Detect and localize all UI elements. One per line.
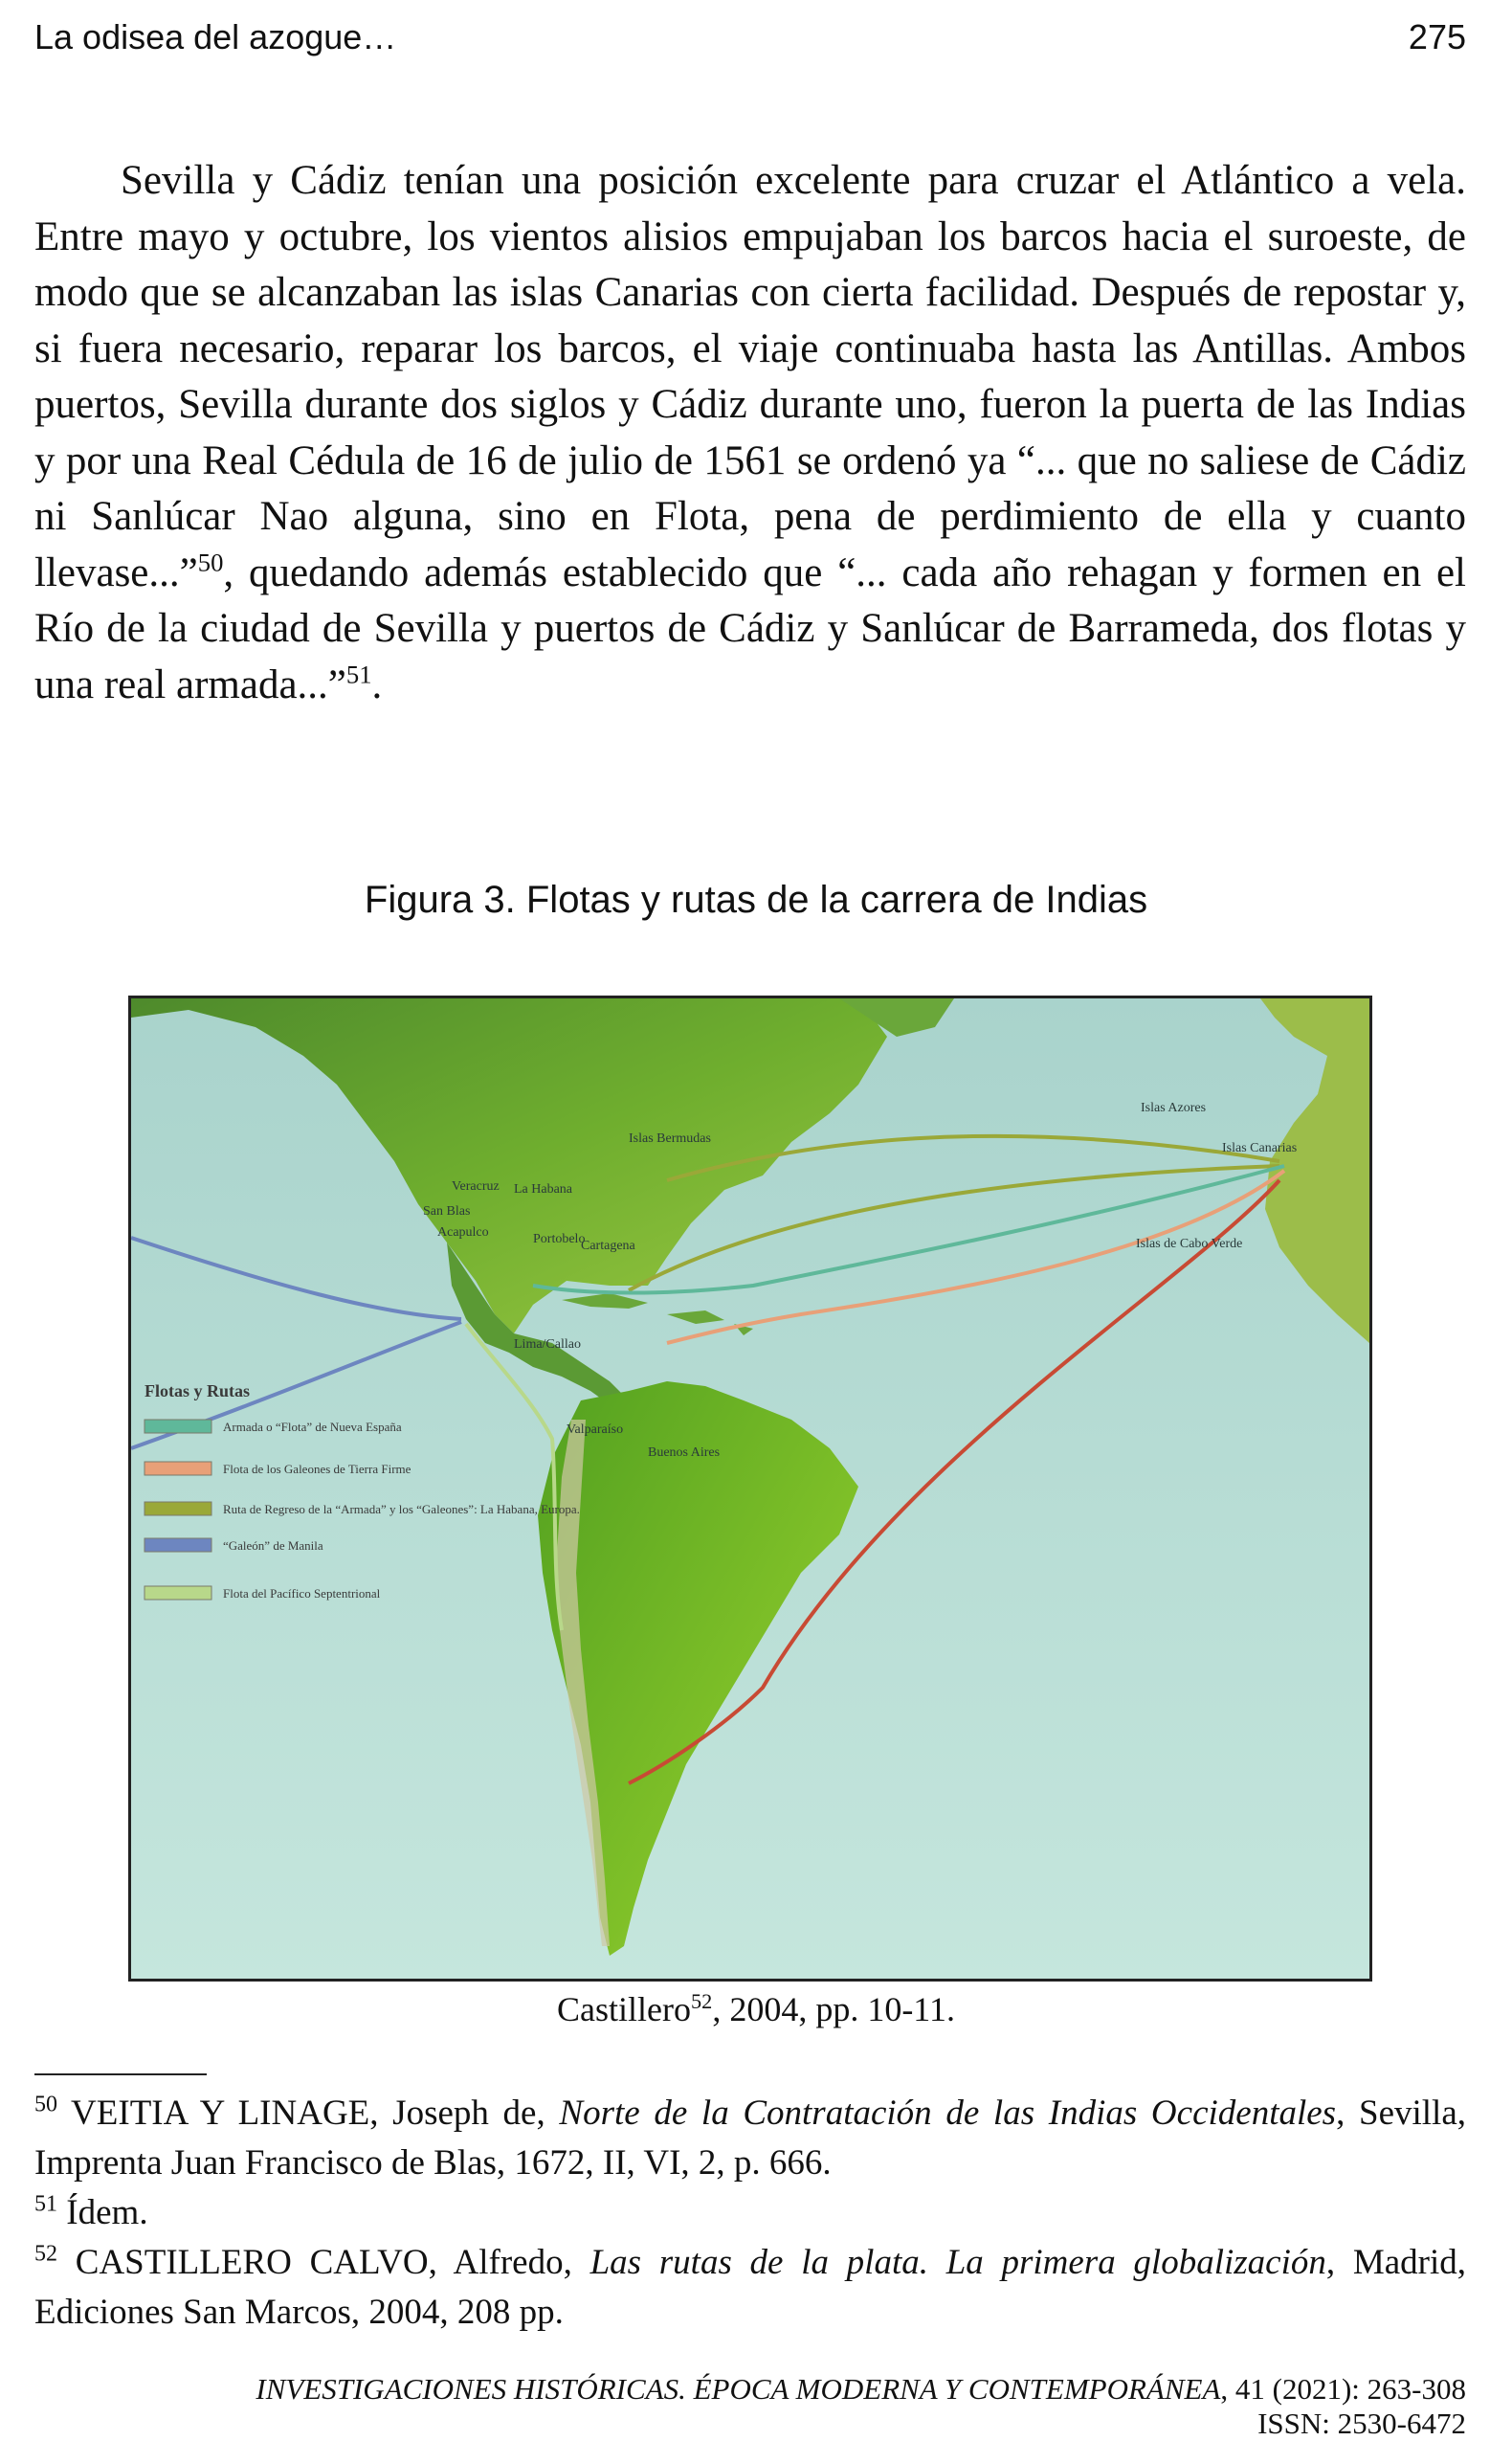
footnote-51	[34, 2188, 1466, 2238]
running-title: La odisea del azogue…	[34, 17, 397, 56]
label-la-habana: La Habana	[514, 1182, 573, 1197]
footnote-number: 51	[34, 2191, 58, 2217]
legend-label-galeones: Flota de los Galeones de Tierra Firme	[223, 1462, 411, 1476]
footnote-text-rest: , Madrid, Ediciones San Marcos, 2004, 208 pp.	[34, 2243, 1466, 2332]
footnote-ref-50[interactable]: 50	[197, 548, 224, 577]
footnote-divider	[34, 2073, 207, 2075]
legend-swatch-galeon-manila	[145, 1538, 211, 1552]
legend-swatch-galeones	[145, 1462, 211, 1475]
label-veracruz: Veracruz	[452, 1179, 500, 1194]
body-text-part-2: , quedando además establecido que “... cada año rehagan y formen en el Río de la ciudad de Sevilla y puertos de Cádiz y Sanlúcar de Barrameda, dos flotas y una real armada...”	[34, 549, 1466, 707]
footnote-italic-title: Norte de la Contratación de las Indias Occidentales	[559, 2094, 1337, 2133]
journal-citation	[256, 2372, 1466, 2407]
footnote-ref-51[interactable]: 51	[345, 660, 372, 689]
legend-label-flota-nueva-espana: Armada o “Flota” de Nueva España	[223, 1420, 402, 1434]
legend-label-regreso: Ruta de Regreso de la “Armada” y los “Galeones”: La Habana, Europa.	[223, 1502, 580, 1516]
journal-name: INVESTIGACIONES HISTÓRICAS. ÉPOCA MODERNA Y CONTEMPORÁNEA	[256, 2372, 1221, 2406]
body-text-part-3: .	[371, 661, 383, 707]
legend-label-galeon-manila: “Galeón” de Manila	[223, 1538, 323, 1553]
body-paragraph	[34, 153, 1466, 713]
footnote-text-rest: , Sevilla, Imprenta Juan Francisco de Blas, 1672, II, VI, 2, p. 666.	[34, 2094, 1466, 2183]
footnote-italic-title: Las rutas de la plata. La primera globalización	[589, 2243, 1326, 2282]
route-map-svg	[131, 998, 1369, 1979]
figure-source-rest: , 2004, pp. 10-11.	[712, 1990, 955, 2028]
footnote-number: 52	[34, 2241, 58, 2267]
label-cabo-verde: Islas de Cabo Verde	[1136, 1237, 1243, 1251]
route-map	[128, 996, 1372, 1982]
page-number: 275	[1408, 17, 1466, 56]
figure-source-author: Castillero	[557, 1990, 691, 2028]
footnote-number: 50	[34, 2092, 58, 2117]
label-buenos-aires: Buenos Aires	[648, 1445, 721, 1460]
footnotes	[34, 2089, 1466, 2338]
body-text-part-1: Sevilla y Cádiz tenían una posición excelente para cruzar el Atlántico a vela. Entre mayo y octubre, los vientos alisios empujaban los barcos hacia el suroeste, de modo que se alcanzaban las islas Canarias con cierta facilidad. Después de repostar y, si fuera necesario, reparar los barcos, el viaje continuaba hasta las Antillas. Ambos puertos, Sevilla durante dos siglos y Cádiz durante uno, fueron la puerta de las Indias y por una Real Cédula de 16 de julio de 1561 se ordenó ya “... que no saliese de Cádiz ni Sanlúcar Nao alguna, sino en Flota, pena de perdimiento de ella y cuanto llevase...”	[34, 158, 1466, 595]
issn: ISSN: 2530-6472	[1257, 2407, 1466, 2440]
label-lima-callao: Lima/Callao	[514, 1337, 581, 1352]
figure-caption: Figura 3. Flotas y rutas de la carrera de Indias	[364, 879, 1148, 921]
footnote-text: VEITIA Y LINAGE, Joseph de,	[71, 2094, 560, 2133]
journal-issue: , 41 (2021): 263-308	[1220, 2372, 1466, 2406]
label-islas-canarias: Islas Canarias	[1222, 1141, 1298, 1155]
legend-title: Flotas y Rutas	[145, 1381, 251, 1400]
legend-swatch-pacifico	[145, 1586, 211, 1600]
label-portobelo: Portobelo	[533, 1232, 586, 1246]
footnote-text: CASTILLERO CALVO, Alfredo,	[75, 2243, 590, 2282]
legend-swatch-regreso	[145, 1502, 211, 1515]
label-cartagena: Cartagena	[581, 1239, 635, 1253]
label-islas-bermudas: Islas Bermudas	[629, 1131, 711, 1146]
footnote-text: Ídem.	[66, 2193, 148, 2232]
figure-source	[0, 1989, 1512, 2029]
footnote-ref-52[interactable]: 52	[691, 1989, 713, 2013]
legend-swatch-flota-nueva-espana	[145, 1420, 211, 1433]
legend-label-pacifico: Flota del Pacífico Septentrional	[223, 1586, 381, 1601]
footnote-52	[34, 2238, 1466, 2338]
footnote-50	[34, 2089, 1466, 2188]
label-acapulco: Acapulco	[437, 1225, 489, 1240]
label-islas-azores: Islas Azores	[1141, 1101, 1207, 1115]
label-valparaiso: Valparaíso	[567, 1422, 624, 1437]
label-san-blas: San Blas	[423, 1204, 471, 1219]
